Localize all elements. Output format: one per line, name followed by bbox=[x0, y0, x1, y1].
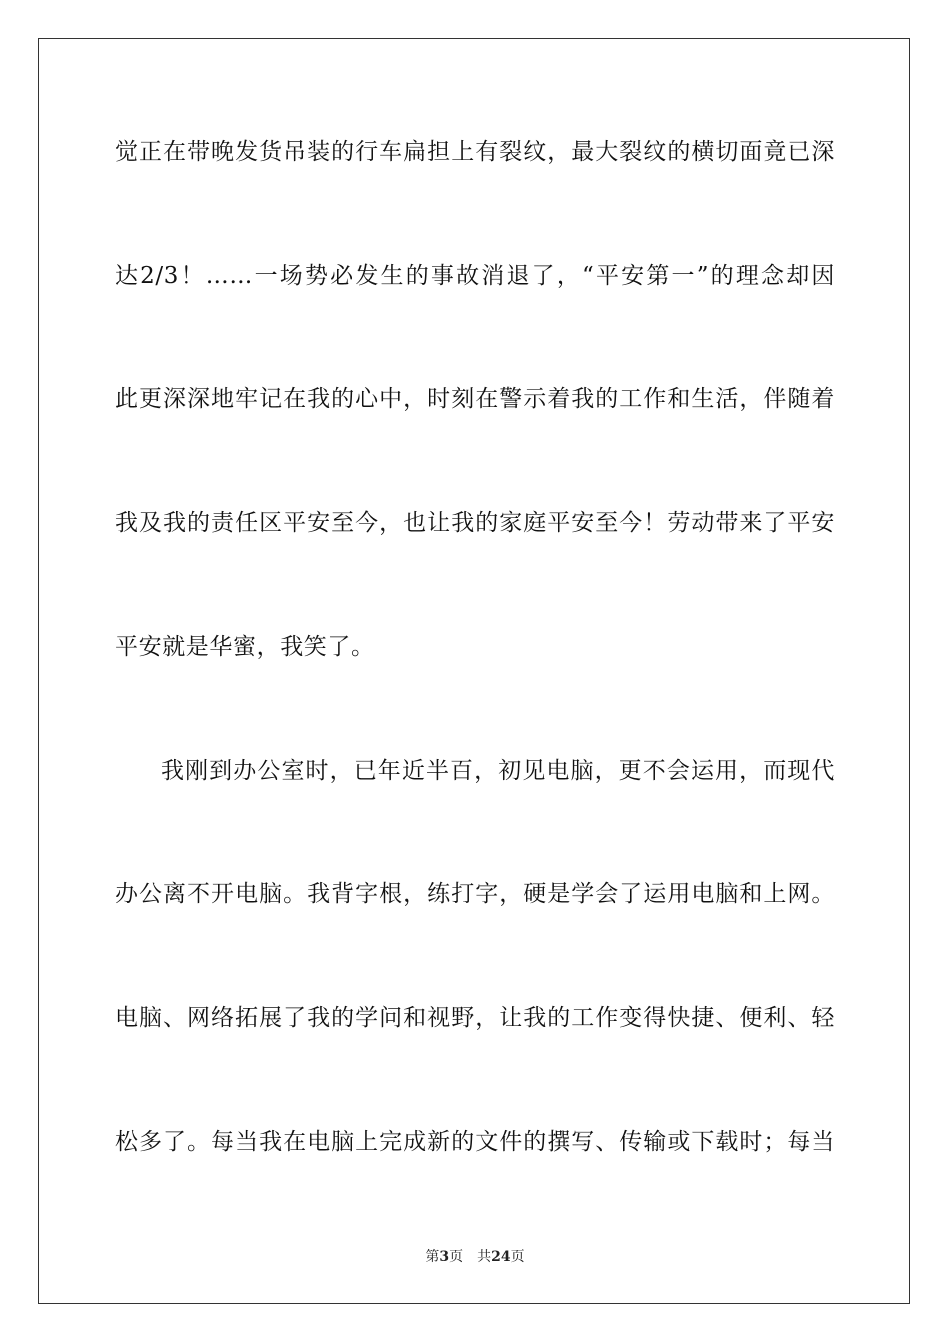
page-footer bbox=[0, 1248, 950, 1266]
body-line-1: 觉正在带晚发货吊装的行车扁担上有裂纹，最大裂纹的横切面竟已深 bbox=[115, 139, 835, 165]
body-line-2: 达2/3！……一场势必发生的事故消退了，“平安第一”的理念却因 bbox=[115, 263, 835, 289]
page-current: 3 bbox=[439, 1249, 450, 1265]
page-total: 24 bbox=[491, 1249, 511, 1265]
body-line-6: 我刚到办公室时，已年近半百，初见电脑，更不会运用，而现代 bbox=[161, 758, 835, 784]
body-line-8: 电脑、网络拓展了我的学问和视野，让我的工作变得快捷、便利、轻 bbox=[115, 1005, 835, 1031]
body-line-3: 此更深深地牢记在我的心中，时刻在警示着我的工作和生活，伴随着 bbox=[115, 386, 835, 412]
page-border bbox=[38, 38, 910, 1304]
body-line-9: 松多了。每当我在电脑上完成新的文件的撰写、传输或下载时；每当 bbox=[115, 1129, 835, 1155]
total-suffix: 页 bbox=[510, 1249, 525, 1265]
page-prefix: 第 bbox=[425, 1249, 440, 1265]
total-prefix: 共 bbox=[477, 1249, 492, 1265]
body-line-5: 平安就是华蜜，我笑了。 bbox=[115, 634, 375, 660]
page-suffix: 页 bbox=[449, 1249, 464, 1265]
body-line-4: 我及我的责任区平安至今，也让我的家庭平安至今！劳动带来了平安 bbox=[115, 510, 835, 536]
body-line-7: 办公离不开电脑。我背字根，练打字，硬是学会了运用电脑和上网。 bbox=[115, 881, 835, 907]
